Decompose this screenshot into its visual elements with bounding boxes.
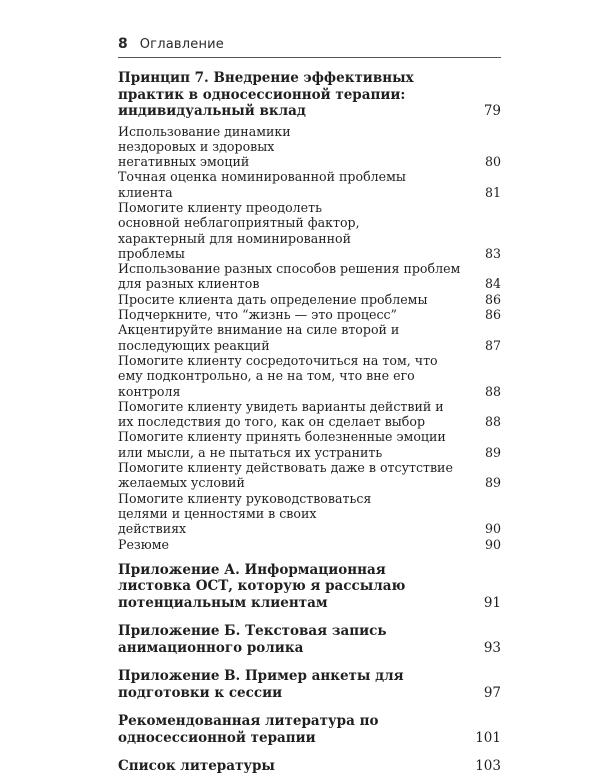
toc-item: Помогите клиенту действовать даже в отсутствие желаемых условий 89 bbox=[118, 460, 501, 491]
page-ref: 89 bbox=[484, 475, 501, 491]
page-ref: 93 bbox=[483, 639, 501, 656]
toc-item: Использование разных способов решения проблем для разных клиентов 84 bbox=[118, 261, 501, 292]
header-rule bbox=[118, 57, 501, 58]
page-ref: 103 bbox=[475, 758, 501, 775]
page-ref: 86 bbox=[484, 291, 501, 307]
page-ref: 88 bbox=[484, 414, 501, 430]
toc-item: Просите клиента дать определение проблемы 86 bbox=[118, 291, 501, 307]
toc-heading-references: Список литературы 103 bbox=[118, 758, 501, 775]
page-ref: 83 bbox=[484, 245, 501, 261]
page-ref: 90 bbox=[484, 521, 501, 537]
page-ref: 91 bbox=[483, 594, 501, 611]
running-title: Оглавление bbox=[139, 37, 225, 52]
page-ref: 79 bbox=[483, 103, 501, 119]
toc-item: Использование динамики нездоровых и здоровых негативных эмоций 80 bbox=[118, 123, 501, 170]
toc-item: Резюме 90 bbox=[118, 536, 501, 552]
toc-heading-appendix-a: Приложение А. Информационная листовка ОСТ, которую я рассылаю потенциальным клиентам 91 bbox=[118, 561, 501, 611]
toc-heading-appendix-c: Приложение В. Пример анкеты для подготовки к сессии 97 bbox=[118, 668, 501, 701]
toc-heading-recommended-literature: Рекомендованная литература по односессионной терапии 101 bbox=[118, 713, 501, 746]
toc-heading-principle-7: Принцип 7. Внедрение эффективных практик в односессионной терапии: индивидуальный вклад 79 bbox=[118, 70, 501, 119]
toc-item: Помогите клиенту сосредоточиться на том, что ему подконтрольно, а не на том, что вне его контроля 88 bbox=[118, 352, 501, 399]
page-number: 8 bbox=[118, 36, 128, 52]
page-ref: 101 bbox=[475, 729, 501, 746]
page-ref: 89 bbox=[484, 444, 501, 460]
running-header bbox=[118, 36, 224, 52]
toc-item: Помогите клиенту руководствоваться целями и ценностями в своих действиях 90 bbox=[118, 490, 501, 537]
page-ref: 86 bbox=[484, 307, 501, 323]
page-ref: 90 bbox=[484, 536, 501, 552]
toc-item: Помогите клиенту преодолеть основной неблагоприятный фактор, характерный для номинированной проблемы 83 bbox=[118, 199, 501, 261]
page-ref: 80 bbox=[484, 154, 501, 170]
toc-item: Помогите клиенту увидеть варианты действий и их последствия до того, как он сделает выбор 88 bbox=[118, 398, 501, 430]
page-ref: 88 bbox=[484, 383, 501, 399]
page-ref: 87 bbox=[484, 337, 501, 353]
toc-item: Акцентируйте внимание на силе второй и последующих реакций 87 bbox=[118, 322, 501, 353]
page-ref: 97 bbox=[483, 684, 501, 701]
page-ref: 84 bbox=[484, 276, 501, 292]
toc-item: Точная оценка номинированной проблемы клиента 81 bbox=[118, 169, 501, 200]
table-of-contents bbox=[118, 70, 501, 779]
toc-item: Подчеркните, что “жизнь — это процесс” 86 bbox=[118, 307, 501, 323]
toc-item: Помогите клиенту принять болезненные эмоции или мысли, а не пытаться их устранить 89 bbox=[118, 429, 501, 460]
page-ref: 81 bbox=[484, 184, 501, 200]
toc-heading-appendix-b: Приложение Б. Текстовая запись анимационного ролика 93 bbox=[118, 623, 501, 656]
